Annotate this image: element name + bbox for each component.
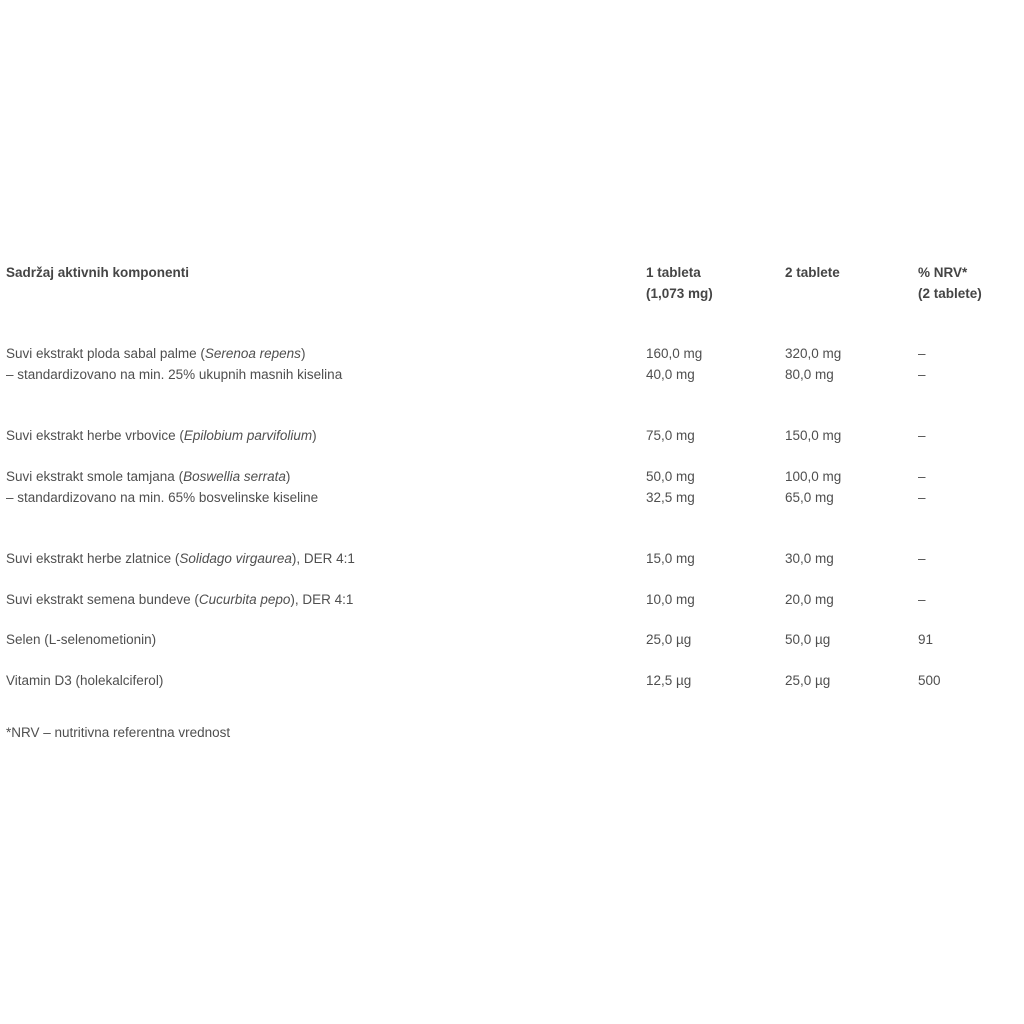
value-one-tablet-line: 15,0 mg [646,551,695,566]
value-nrv [918,425,926,446]
value-one-tablet [646,589,695,610]
value-nrv-line: – [918,346,926,361]
value-one-tablet-line: 12,5 µg [646,673,692,688]
value-one-tablet-line: 50,0 mg [646,469,695,484]
value-one-tablet-line: 75,0 mg [646,428,695,443]
name-text: Suvi ekstrakt herbe vrbovice ( [6,428,184,443]
value-two-tablets [785,466,841,508]
value-two-tablets-line: 30,0 mg [785,551,834,566]
value-nrv-line: – [918,490,926,505]
value-one-tablet [646,548,695,569]
value-nrv [918,670,941,691]
value-two-tablets [785,548,834,569]
latin-name: Serenoa repens [204,346,301,361]
value-two-tablets-line: 80,0 mg [785,367,834,382]
value-one-tablet [646,629,691,650]
header-two-tablets: 2 tablete [785,265,840,280]
value-nrv [918,466,926,508]
component-name-line [6,364,342,385]
latin-name: Boswellia serrata [183,469,286,484]
value-one-tablet-line: 160,0 mg [646,346,703,361]
name-text: Selen (L-selenometionin) [6,632,157,647]
component-name [6,425,317,446]
latin-name: Epilobium parvifolium [183,428,313,443]
component-name-line [6,466,318,487]
name-text: Suvi ekstrakt semena bundeve ( [6,592,199,607]
component-name-line [6,548,355,569]
name-text: ) [285,469,291,484]
component-name-line [6,589,353,610]
value-nrv-line: – [918,367,926,382]
value-one-tablet-line: 25,0 µg [646,632,692,647]
value-two-tablets-line: 150,0 mg [785,428,842,443]
value-two-tablets [785,629,830,650]
value-nrv [918,629,933,650]
value-one-tablet-line: 10,0 mg [646,592,695,607]
value-nrv [918,548,926,569]
value-two-tablets-line: 25,0 µg [785,673,831,688]
value-two-tablets-line: 320,0 mg [785,346,842,361]
name-text: – standardizovano na min. 25% ukupnih masnih kiselina [6,367,343,382]
latin-name: Cucurbita pepo [198,592,291,607]
value-two-tablets [785,425,841,446]
value-two-tablets-line: 65,0 mg [785,490,834,505]
component-name [6,589,353,610]
value-two-tablets [785,589,834,610]
name-text: – standardizovano na min. 65% bosvelinske kiseline [6,490,319,505]
value-one-tablet-line: 32,5 mg [646,490,695,505]
component-name-line [6,487,318,508]
name-text: ), DER 4:1 [291,551,355,566]
component-name [6,548,355,569]
value-one-tablet [646,425,695,446]
value-one-tablet [646,670,691,691]
component-name [6,629,156,650]
value-nrv-line: 500 [918,673,941,688]
component-name [6,343,342,385]
footnote: *NRV – nutritivna referentna vrednost [6,725,231,740]
component-name-line [6,425,317,446]
header-component: Sadržaj aktivnih komponenti [6,265,190,280]
value-one-tablet [646,343,702,385]
component-name [6,670,163,691]
component-name-line [6,670,163,691]
name-text: Suvi ekstrakt smole tamjana ( [6,469,184,484]
value-nrv-line: – [918,551,926,566]
value-nrv-line: 91 [918,632,934,647]
latin-name: Solidago virgaurea [179,551,292,566]
name-text: Suvi ekstrakt ploda sabal palme ( [6,346,205,361]
value-two-tablets-line: 50,0 µg [785,632,831,647]
name-text: ) [300,346,306,361]
header-one-tablet: 1 tableta (1,073 mg) [646,265,713,301]
component-name-line [6,629,156,650]
name-text: ), DER 4:1 [290,592,354,607]
value-two-tablets-line: 100,0 mg [785,469,842,484]
value-nrv [918,343,926,385]
header-nrv: % NRV* (2 tablete) [918,265,982,301]
value-nrv-line: – [918,592,926,607]
value-two-tablets [785,343,841,385]
name-text: ) [312,428,317,443]
value-one-tablet [646,466,695,508]
value-two-tablets-line: 20,0 mg [785,592,834,607]
value-nrv-line: – [918,428,926,443]
value-nrv-line: – [918,469,926,484]
name-text: Vitamin D3 (holekalciferol) [6,673,164,688]
value-two-tablets [785,670,830,691]
value-nrv [918,589,926,610]
component-name [6,466,318,508]
value-one-tablet-line: 40,0 mg [646,367,695,382]
component-name-line [6,343,342,364]
name-text: Suvi ekstrakt herbe zlatnice ( [6,551,180,566]
